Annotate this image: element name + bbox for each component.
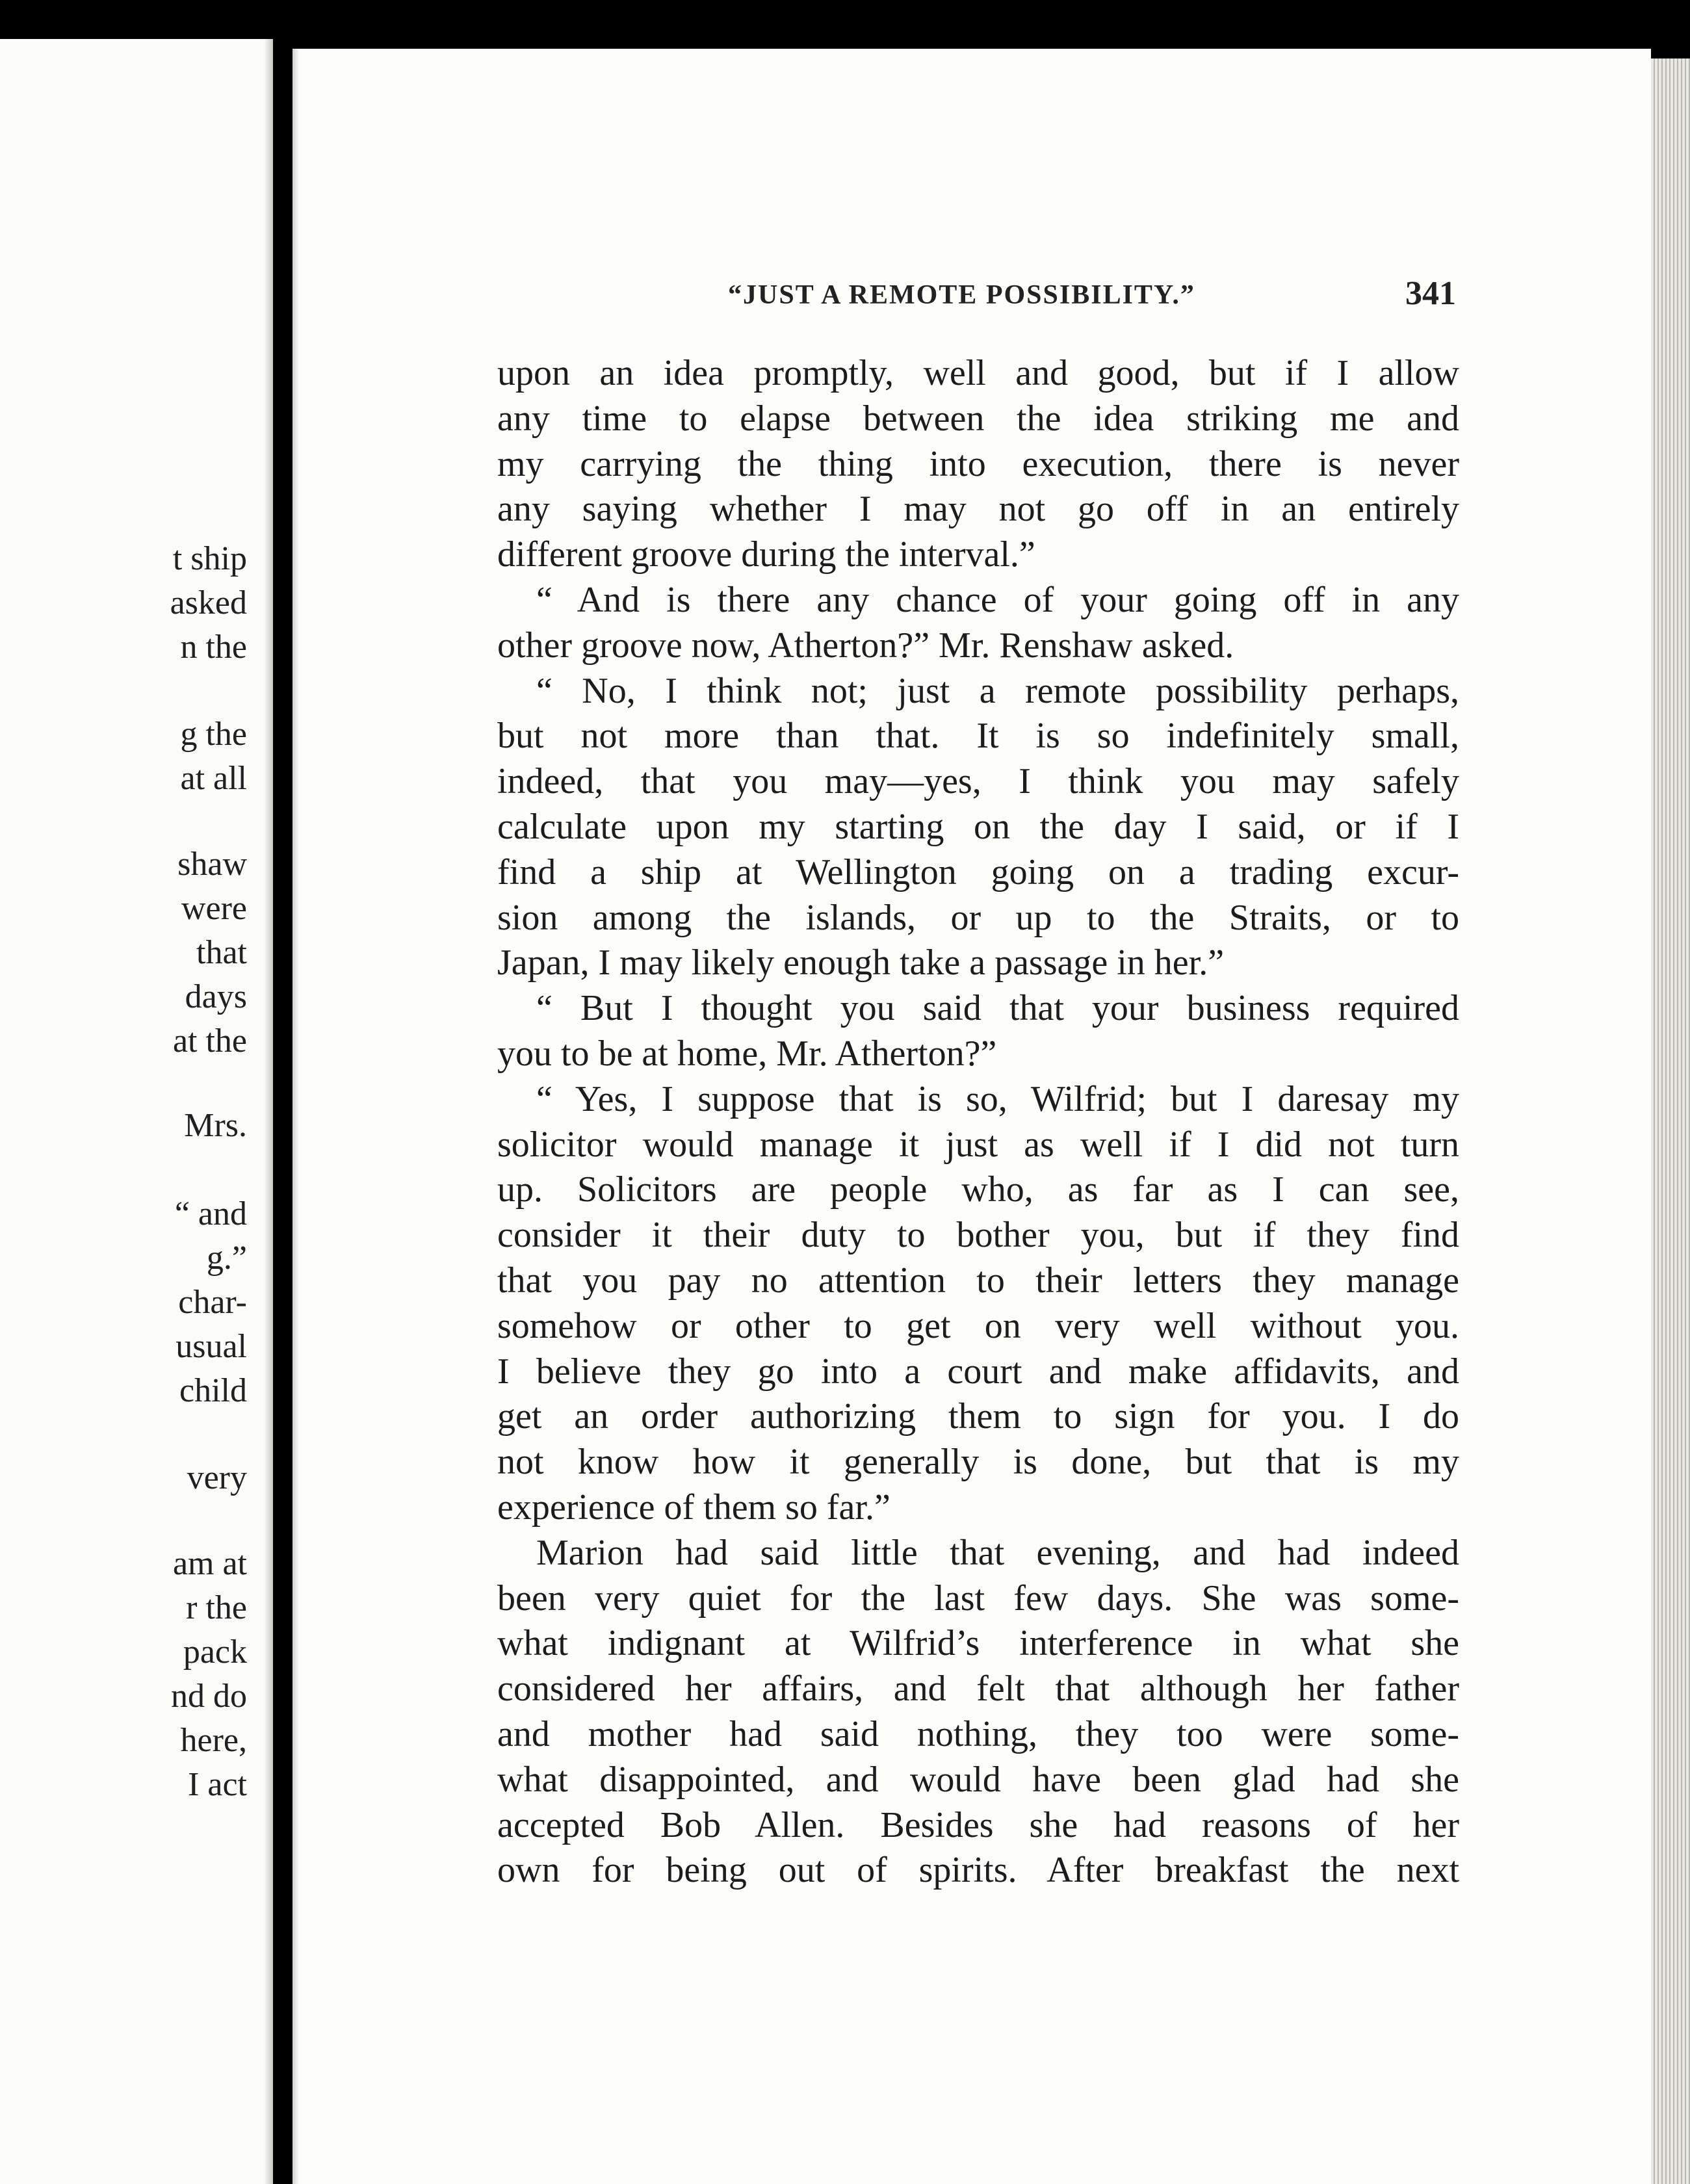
left-page-line: shaw: [177, 846, 247, 883]
running-head: “JUST A REMOTE POSSIBILITY.”: [728, 280, 1195, 310]
left-page-line: “ and: [174, 1195, 247, 1232]
text-line: experience of them so far.”: [497, 1487, 890, 1528]
left-page-line: days: [185, 978, 247, 1015]
text-line: what disappointed, and would have been glad had she: [497, 1759, 1459, 1800]
left-page-line: g the: [180, 716, 247, 753]
text-line: not know how it generally is done, but that is my: [497, 1442, 1459, 1483]
text-line: you to be at home, Mr. Atherton?”: [497, 1033, 997, 1074]
text-line: considered her affairs, and felt that although her father: [497, 1669, 1459, 1710]
left-page-line: pack: [183, 1633, 247, 1670]
left-page-line: r the: [186, 1589, 247, 1626]
left-page-line: usual: [176, 1328, 247, 1365]
text-line: “ No, I think not; just a remote possibility perhaps,: [536, 670, 1459, 711]
left-page-line: Mrs.: [184, 1107, 247, 1144]
text-line: “ Yes, I suppose that is so, Wilfrid; but I daresay my: [536, 1078, 1459, 1119]
text-line: I believe they go into a court and make affidavits, and: [497, 1351, 1459, 1392]
text-line: Marion had said little that evening, and had indeed: [536, 1532, 1459, 1573]
left-page-line: asked: [170, 584, 247, 621]
text-line: but not more than that. It is so indefinitely small,: [497, 716, 1459, 757]
text-line: what indignant at Wilfrid’s interference in what she: [497, 1623, 1459, 1664]
gutter-shadow: [264, 39, 273, 2184]
text-line: different groove during the interval.”: [497, 534, 1035, 575]
left-page-line: n the: [180, 629, 247, 666]
left-page-line: were: [181, 890, 247, 927]
left-page-line: at all: [180, 760, 247, 797]
text-line: “ But I thought you said that your business required: [536, 988, 1459, 1029]
page-stack-edges: [1651, 58, 1690, 2184]
text-line: accepted Bob Allen. Besides she had reasons of her: [497, 1804, 1459, 1845]
text-line: get an order authorizing them to sign for you. I do: [497, 1396, 1459, 1437]
text-line: been very quiet for the last few days. She was some-: [497, 1578, 1459, 1618]
left-page-line: here,: [180, 1722, 247, 1759]
text-line: solicitor would manage it just as well if I did not turn: [497, 1124, 1459, 1165]
left-page-line: t ship: [172, 540, 247, 577]
text-line: Japan, I may likely enough take a passage in her.”: [497, 942, 1225, 983]
text-line: other groove now, Atherton?” Mr. Renshaw asked.: [497, 625, 1234, 666]
left-page: [0, 39, 273, 2184]
text-line: and mother had said nothing, they too were some-: [497, 1713, 1459, 1754]
text-line: sion among the islands, or up to the Straits, or to: [497, 897, 1459, 938]
body-text: [497, 351, 1459, 1893]
text-line: own for being out of spirits. After breakfast the next: [497, 1850, 1459, 1891]
text-line: any time to elapse between the idea striking me and: [497, 398, 1459, 439]
text-line: upon an idea promptly, well and good, but if I allow: [497, 353, 1459, 393]
text-line: up. Solicitors are people who, as far as I can see,: [497, 1169, 1459, 1210]
text-line: somehow or other to get on very well without you.: [497, 1305, 1459, 1346]
text-line: consider it their duty to bother you, but if they find: [497, 1215, 1459, 1256]
text-line: my carrying the thing into execution, there is never: [497, 443, 1459, 484]
left-page-line: nd do: [171, 1678, 247, 1715]
book-spine: [273, 0, 292, 2184]
text-line: calculate upon my starting on the day I said, or if I: [497, 806, 1459, 847]
text-line: any saying whether I may not go off in an entirely: [497, 489, 1459, 530]
left-page-line: child: [179, 1372, 247, 1409]
text-line: indeed, that you may—yes, I think you may safely: [497, 761, 1459, 802]
left-page-line: g.”: [206, 1240, 247, 1277]
text-line: find a ship at Wellington going on a trading excur-: [497, 852, 1459, 892]
left-page-line: I act: [188, 1766, 247, 1803]
left-page-line: very: [187, 1459, 247, 1496]
left-page-line: at the: [172, 1022, 247, 1060]
left-page-line: am at: [172, 1545, 247, 1582]
left-page-line: char-: [178, 1284, 247, 1321]
text-line: “ And is there any chance of your going off in any: [536, 579, 1459, 620]
page-number: 341: [1405, 275, 1456, 312]
left-page-line: that: [196, 934, 247, 971]
text-line: that you pay no attention to their letters they manage: [497, 1260, 1459, 1301]
page-inner-edge: [292, 49, 299, 2184]
